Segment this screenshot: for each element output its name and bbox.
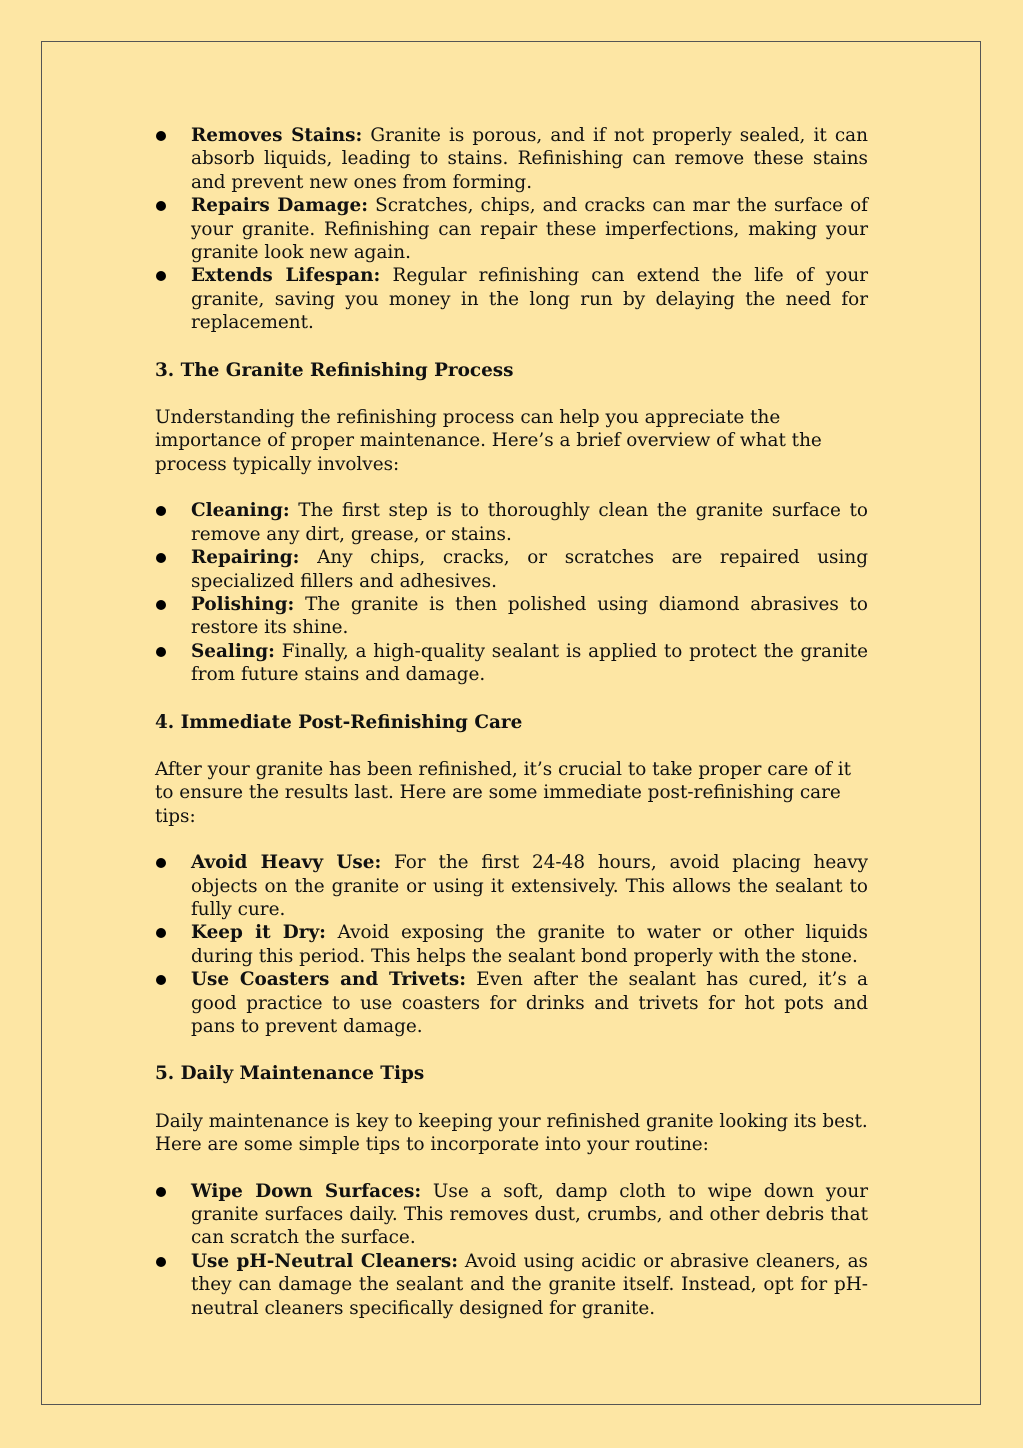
section-intro: Daily maintenance is key to keeping your refinished granite looking its best. Here are some simple tips to incorporate into your routine: [155, 1110, 868, 1156]
list-item [155, 1180, 868, 1250]
item-text: The first step is to thoroughly clean the granite surface to remove any dirt, grease, or stains. [191, 500, 868, 545]
list-item [155, 593, 868, 640]
list-item [155, 264, 868, 334]
item-term: Cleaning: [191, 500, 290, 522]
item-text: Avoid using acidic or abrasive cleaners, as they can damage the sealant and the granite itself. Instead, opt for pH-neutral cleaners specifically designed for granite. [191, 1250, 868, 1319]
benefits-list [155, 124, 868, 335]
item-term: Repairing: [191, 547, 300, 569]
care-list [155, 851, 868, 1038]
item-term: Avoid Heavy Use: [191, 852, 382, 874]
list-item [155, 194, 868, 264]
section-heading: 5. Daily Maintenance Tips [155, 1063, 425, 1085]
item-term: Polishing: [191, 593, 295, 615]
section-intro: Understanding the refinishing process can help you appreciate the importance of proper maintenance. Here’s a brief overview of what the process typically involves: [155, 407, 822, 475]
section-heading: 4. Immediate Post-Refinishing Care [155, 711, 523, 733]
item-term: Extends Lifespan: [191, 265, 381, 287]
item-text: For the first 24-48 hours, avoid placing heavy objects on the granite or using it extensively. This allows the sealant to fully cure. [191, 852, 868, 920]
list-item [155, 640, 868, 687]
section-intro: After your granite has been refinished, it’s crucial to take proper care of it to ensure the results last. Here are some immediate post-refinishing care tips: [155, 758, 852, 827]
list-item [155, 124, 868, 194]
item-term: Removes Stains: [191, 125, 363, 146]
section-heading: 3. The Granite Refinishing Process [155, 359, 514, 381]
list-item [155, 921, 868, 968]
item-text: Regular refinishing can extend the life of your granite, saving you money in the long run by delaying the need for replacement. [191, 265, 869, 334]
list-item [155, 851, 868, 921]
item-text: Use a soft, damp cloth to wipe down your granite surfaces daily. This removes dust, crumbs, and other debris that can scratch the surface. [191, 1180, 869, 1249]
list-item [155, 546, 868, 593]
maintenance-list [155, 1180, 868, 1320]
document-body [155, 124, 868, 1320]
item-term: Repairs Damage: [191, 195, 369, 217]
item-term: Keep it Dry: [191, 922, 326, 944]
item-term: Use Coasters and Trivets: [191, 969, 467, 991]
item-text: Granite is porous, and if not properly sealed, it can absorb liquids, leading to stains. Refinishing can remove these stains and prevent new ones from forming. [191, 125, 868, 193]
list-item [155, 1250, 868, 1320]
item-text: The granite is then polished using diamond abrasives to restore its shine. [191, 593, 868, 639]
item-text: Any chips, cracks, or scratches are repaired using specialized fillers and adhesives. [191, 547, 868, 592]
list-item [155, 499, 868, 546]
list-item [155, 968, 868, 1038]
item-term: Sealing: [191, 640, 275, 662]
item-text: Avoid exposing the granite to water or other liquids during this period. This helps the sealant bond properly with the stone. [191, 922, 868, 967]
item-term: Use pH-Neutral Cleaners: [191, 1250, 458, 1272]
item-text: Scratches, chips, and cracks can mar the surface of your granite. Refinishing can repair these imperfections, making your granite look new again. [191, 195, 868, 264]
item-term: Wipe Down Surfaces: [191, 1180, 422, 1202]
item-text: Finally, a high-quality sealant is applied to protect the granite from future stains and damage. [191, 640, 868, 686]
process-list [155, 499, 868, 686]
item-text: Even after the sealant has cured, it’s a good practice to use coasters for drinks and trivets for hot pots and pans to prevent damage. [191, 969, 868, 1037]
